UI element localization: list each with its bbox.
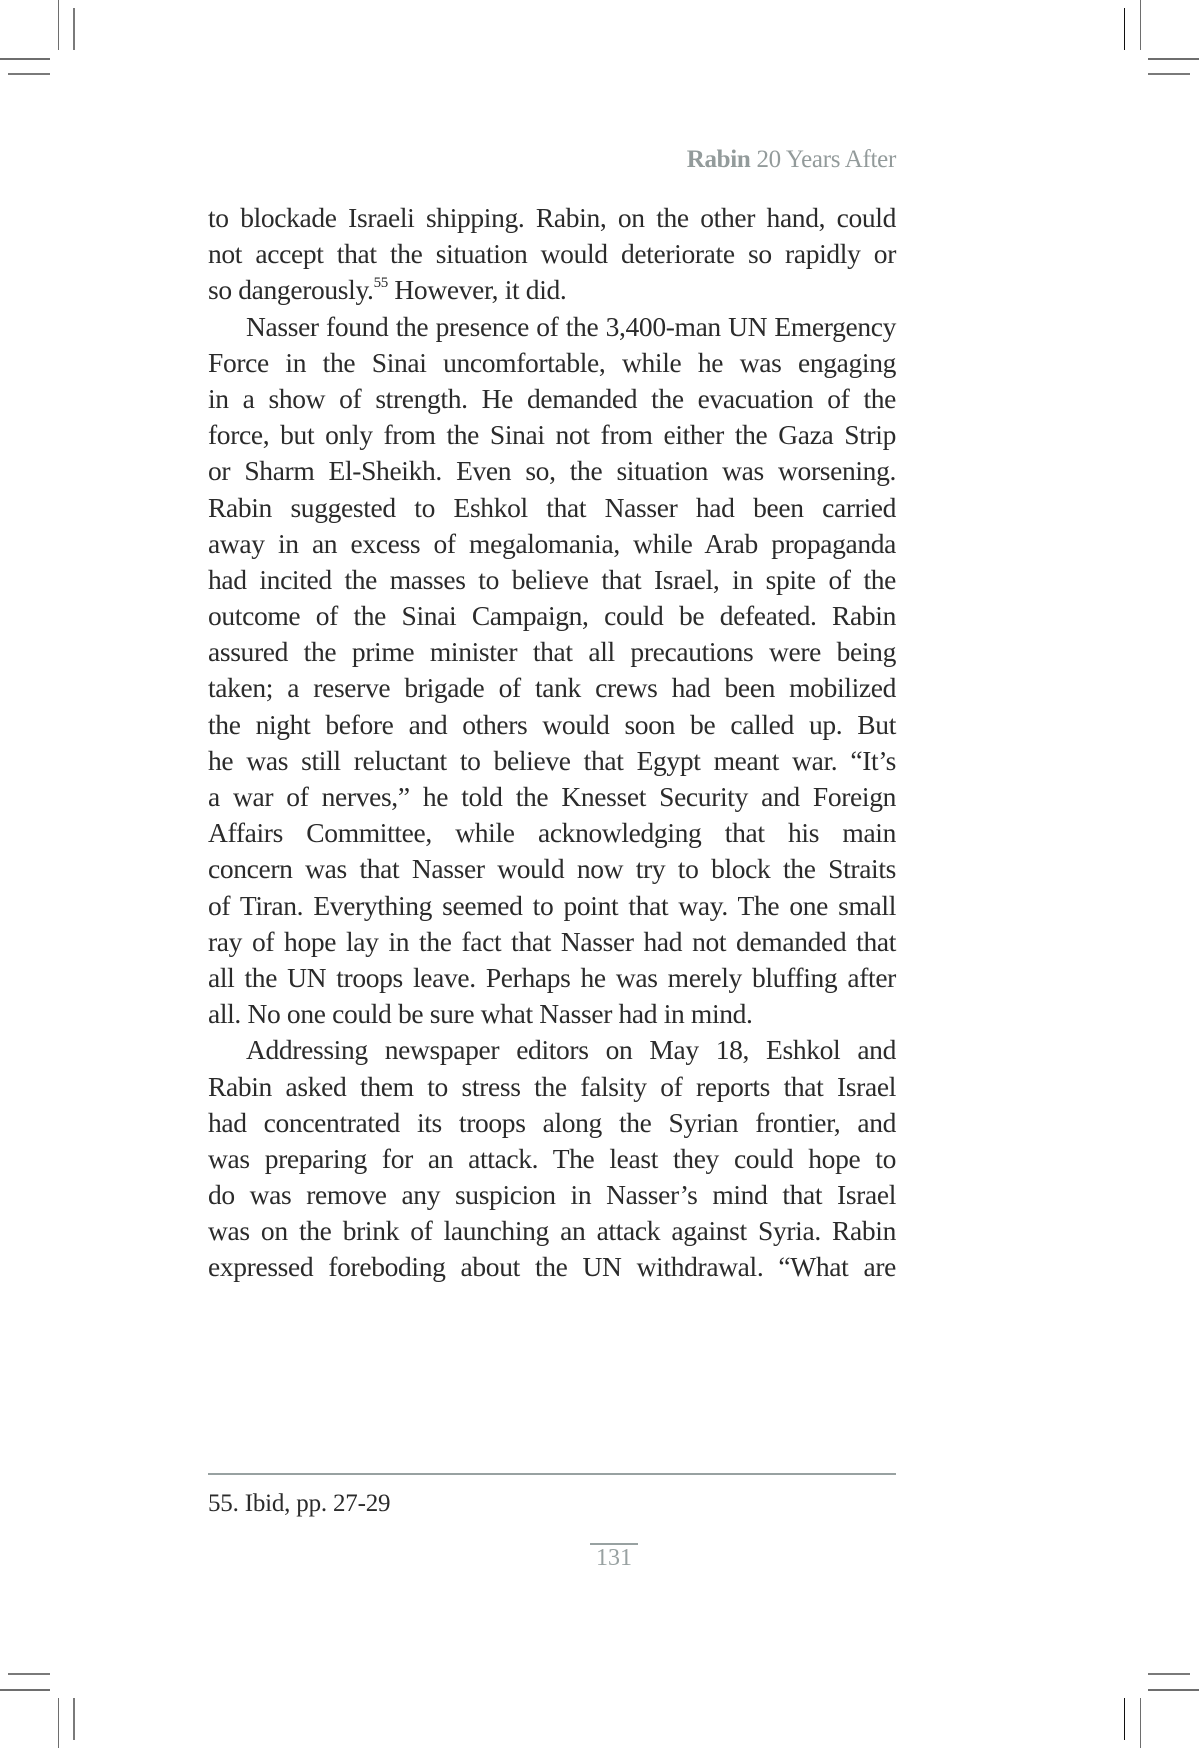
paragraph — [208, 309, 896, 1033]
text-line: assured the prime minister that all precautions were being — [208, 636, 896, 668]
text-line: taken; a reserve brigade of tank crews had been mobilized — [208, 672, 896, 704]
crop-mark — [1124, 8, 1125, 50]
text-line: concern was that Nasser would now try to block the Straits — [208, 853, 896, 885]
text-line: all the UN troops leave. Perhaps he was merely bluffing after — [208, 961, 896, 993]
text-line: away in an excess of megalomania, while Arab propaganda — [208, 527, 896, 559]
text-line: or Sharm El-Sheikh. Even so, the situation was worsening. — [208, 455, 896, 487]
crop-mark — [0, 58, 50, 60]
crop-mark — [1124, 1698, 1125, 1740]
crop-mark — [1140, 1698, 1141, 1748]
text-line: the night before and others would soon be called up. But — [208, 708, 896, 740]
text-line: he was still reluctant to believe that Egypt meant war. “It’s — [208, 744, 896, 776]
text-line: expressed foreboding about the UN withdrawal. “What are — [208, 1251, 896, 1283]
text-line: Rabin suggested to Eshkol that Nasser had been carried — [208, 491, 896, 523]
text-line: was preparing for an attack. The least they could hope to — [208, 1142, 896, 1174]
crop-mark — [1148, 58, 1199, 60]
running-head — [687, 146, 896, 174]
text-fragment: However, it did. — [387, 274, 567, 306]
paragraph — [208, 200, 896, 309]
crop-mark — [73, 1698, 75, 1740]
page-number: 131 — [596, 1545, 632, 1571]
crop-mark — [8, 73, 50, 75]
footnote-reference[interactable]: 55 — [373, 275, 388, 292]
text-line: of Tiran. Everything seemed to point that way. The one small — [208, 889, 896, 921]
crop-mark — [58, 1698, 59, 1748]
body-text — [208, 200, 896, 1286]
text-line: Affairs Committee, while acknowledging that his main — [208, 817, 896, 849]
text-line: ray of hope lay in the fact that Nasser had not demanded that — [208, 925, 896, 957]
crop-mark — [73, 8, 75, 50]
footnote-divider — [208, 1473, 896, 1475]
text-line: Force in the Sinai uncomfortable, while he was engaging — [208, 346, 896, 378]
text-line — [208, 272, 896, 308]
footnote: 55. Ibid, pp. 27-29 — [208, 1490, 391, 1517]
text-line: had concentrated its troops along the Syrian frontier, and — [208, 1106, 896, 1138]
running-head-title: 20 Years After — [750, 146, 896, 173]
text-line: had incited the masses to believe that Israel, in spite of the — [208, 563, 896, 595]
running-head-bold: Rabin — [686, 146, 751, 173]
text-line: Addressing newspaper editors on May 18, Eshkol and — [246, 1034, 896, 1066]
crop-mark — [1148, 73, 1190, 75]
crop-mark — [1148, 1689, 1199, 1691]
crop-mark — [0, 1689, 50, 1691]
text-line: a war of nerves,” he told the Knesset Security and Foreign — [208, 781, 896, 812]
text-fragment: so dangerously. — [208, 274, 374, 306]
text-line: Nasser found the presence of the 3,400-man UN Emergency — [246, 310, 896, 342]
text-line: outcome of the Sinai Campaign, could be defeated. Rabin — [208, 600, 896, 632]
text-line: to blockade Israeli shipping. Rabin, on the other hand, could — [208, 202, 896, 233]
text-line: do was remove any suspicion in Nasser’s mind that Israel — [208, 1179, 896, 1211]
text-line: all. No one could be sure what Nasser had in mind. — [208, 998, 753, 1030]
crop-mark — [1140, 0, 1141, 50]
paragraph — [208, 1032, 896, 1285]
text-line: was on the brink of launching an attack against Syria. Rabin — [208, 1215, 896, 1247]
crop-mark — [58, 0, 59, 50]
text-line: force, but only from the Sinai not from either the Gaza Strip — [208, 419, 896, 451]
text-line: not accept that the situation would deteriorate so rapidly or — [208, 238, 896, 270]
text-line: in a show of strength. He demanded the evacuation of the — [208, 382, 896, 414]
text-line: Rabin asked them to stress the falsity of reports that Israel — [208, 1070, 896, 1102]
crop-mark — [1148, 1673, 1190, 1675]
crop-mark — [8, 1673, 50, 1675]
